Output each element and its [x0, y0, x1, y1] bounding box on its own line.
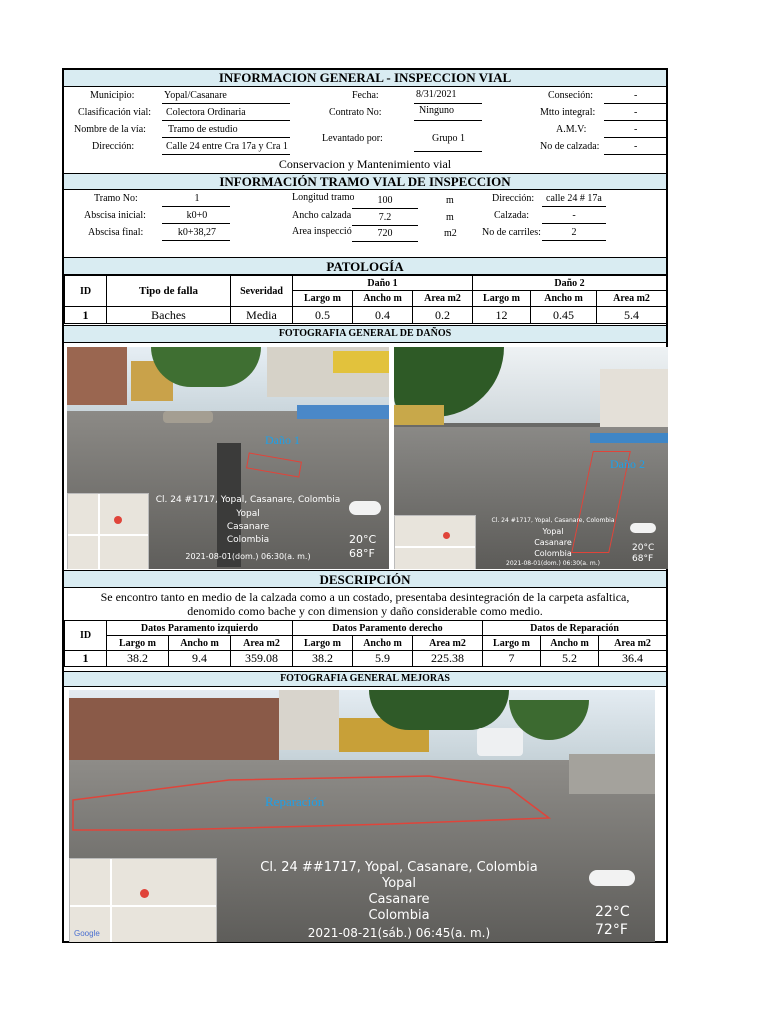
tramo-calzada-value: - [572, 210, 576, 221]
datos-h-der: Datos Paramento derecho [293, 621, 483, 636]
datos-l1: 38.2 [107, 651, 169, 667]
pat-h-ancho2: Ancho m [531, 291, 597, 307]
descripcion-title: DESCRIPCIÓN [64, 570, 666, 588]
datos-h-largo3: Largo m [483, 636, 541, 651]
datos-h-area2: Area m2 [413, 636, 483, 651]
damage-2-temp-c: 20°C [632, 543, 655, 553]
tramo-title: INFORMACIÓN TRAMO VIAL DE INSPECCION [64, 173, 666, 190]
municipio-value: Yopal/Casanare [164, 90, 227, 101]
pat-h-largo2: Largo m [473, 291, 531, 307]
abscisa-inicial-value: k0+0 [186, 210, 208, 221]
table-row [65, 651, 667, 667]
pat-id: 1 [65, 307, 107, 324]
damage-2-address: Cl. 24 #1717, Yopal, Casanare, Colombia [491, 517, 615, 524]
longitud-label: Longitud tramo [292, 192, 354, 203]
tramo-direccion-label: Dirección: [492, 193, 535, 204]
datos-a1: 9.4 [169, 651, 231, 667]
pat-h-sev: Severidad [231, 276, 293, 307]
foto-mejoras-title: FOTOGRAFIA GENERAL MEJORAS [64, 671, 666, 687]
datos-ar3: 36.4 [599, 651, 667, 667]
descripcion-line-2: denomido como bache y con dimension y daño considerable como medio. [187, 604, 543, 618]
damage-photo-2 [394, 347, 668, 569]
pat-h-tipo: Tipo de falla [107, 276, 231, 307]
datos-h-largo2: Largo m [293, 636, 353, 651]
foto-danos-title: FOTOGRAFIA GENERAL DE DAÑOS [64, 325, 666, 343]
datos-table [64, 620, 667, 667]
consecion-value: - [634, 90, 638, 101]
amv-label: A.M.V: [556, 124, 587, 135]
ancho-unit: m [446, 212, 454, 223]
pat-h-ancho1: Ancho m [353, 291, 413, 307]
nombre-value: Tramo de estudio [168, 124, 238, 135]
tramo-value: 1 [194, 193, 200, 204]
pat-h-largo1: Largo m [293, 291, 353, 307]
area-value: 720 [377, 228, 393, 239]
objeto-text: Conservacion y Mantenimiento vial [278, 157, 452, 171]
datos-h-ancho2: Ancho m [353, 636, 413, 651]
mtto-label: Mtto integral: [540, 107, 596, 118]
datos-a3: 5.2 [541, 651, 599, 667]
pat-sev: Media [231, 307, 293, 324]
area-unit: m2 [444, 228, 457, 239]
mtto-value: - [634, 107, 638, 118]
carriles-label: No de carriles: [482, 227, 541, 238]
datos-ar1: 359.08 [231, 651, 293, 667]
longitud-value: 100 [377, 195, 393, 206]
datos-h-largo1: Largo m [107, 636, 169, 651]
damage-1-country: Colombia [226, 535, 270, 545]
damage-1-tag: Daño 1 [265, 433, 300, 447]
repair-tag: Reparación [265, 794, 325, 809]
pat-h-dano1: Daño 1 [293, 276, 473, 291]
ancho-value: 7.2 [378, 212, 392, 223]
patologia-table [64, 275, 667, 324]
contrato-value: Ninguno [419, 105, 454, 116]
nombre-label: Nombre de la vía: [74, 124, 146, 135]
datos-h-izq: Datos Paramento izquierdo [107, 621, 293, 636]
datos-h-area1: Area m2 [231, 636, 293, 651]
general-title: INFORMACION GENERAL - INSPECCION VIAL [64, 70, 666, 87]
pat-ar2: 5.4 [597, 307, 667, 324]
repair-city: Yopal [382, 876, 416, 891]
amv-value: - [634, 124, 638, 135]
clasificacion-value: Colectora Ordinaria [166, 107, 246, 118]
cloud-icon [589, 870, 635, 886]
abscisa-inicial-label: Abscisa inicial: [84, 210, 146, 221]
repair-timestamp: 2021-08-21(sáb.) 06:45(a. m.) [307, 926, 491, 940]
direccion-value: Calle 24 entre Cra 17a y Cra 1 [166, 141, 288, 152]
pat-h-dano2: Daño 2 [473, 276, 667, 291]
clasificacion-label: Clasificación vial: [78, 107, 152, 118]
damage-1-address: Cl. 24 #1717, Yopal, Casanare, Colombia [155, 495, 341, 505]
damage-2-tag: Daño 2 [610, 457, 645, 471]
calzada-value: - [634, 141, 638, 152]
datos-a2: 5.9 [353, 651, 413, 667]
datos-h-ancho1: Ancho m [169, 636, 231, 651]
damage-2-timestamp: 2021-08-01(dom.) 06:30(a. m.) [506, 560, 600, 567]
damage-1-city: Yopal [236, 509, 260, 519]
damage-2-city: Yopal [542, 527, 564, 536]
datos-h-rep: Datos de Reparación [483, 621, 667, 636]
pat-h-area1: Area m2 [413, 291, 473, 307]
datos-id: 1 [65, 651, 107, 667]
contrato-label: Contrato No: [329, 107, 382, 118]
datos-h-area3: Area m2 [599, 636, 667, 651]
datos-l3: 7 [483, 651, 541, 667]
inspection-sheet [62, 68, 668, 943]
repair-temp-f: 72°F [595, 922, 628, 938]
fecha-label: Fecha: [352, 90, 379, 101]
damage-1-temp-c: 20°C [349, 533, 377, 546]
abscisa-final-label: Abscisa final: [88, 227, 144, 238]
cloud-icon [349, 501, 381, 515]
pat-a2: 0.45 [531, 307, 597, 324]
direccion-label: Dirección: [92, 141, 135, 152]
carriles-value: 2 [571, 227, 577, 238]
fecha-value: 8/31/2021 [416, 89, 457, 100]
longitud-unit: m [446, 195, 454, 206]
google-logo: Google [74, 929, 100, 938]
levantado-value: Grupo 1 [432, 133, 466, 144]
area-label: Area inspecció [292, 226, 352, 237]
datos-h-ancho3: Ancho m [541, 636, 599, 651]
damage-photo-1 [67, 347, 389, 569]
damage-2-temp-f: 68°F [632, 554, 654, 564]
ancho-label: Ancho calzada [292, 210, 352, 221]
abscisa-final-value: k0+38,27 [177, 227, 217, 238]
damage-1-temp-f: 68°F [349, 547, 375, 560]
levantado-label: Levantado por: [322, 133, 383, 144]
repair-country: Colombia [368, 908, 430, 923]
pat-tipo: Baches [107, 307, 231, 324]
pat-h-area2: Area m2 [597, 291, 667, 307]
pat-l2: 12 [473, 307, 531, 324]
datos-ar2: 225.38 [413, 651, 483, 667]
repair-state: Casanare [368, 892, 430, 907]
pat-l1: 0.5 [293, 307, 353, 324]
tramo-calzada-label: Calzada: [494, 210, 529, 221]
tramo-direccion-value: calle 24 # 17a [546, 193, 602, 204]
calzada-label: No de calzada: [540, 141, 600, 152]
damage-1-timestamp: 2021-08-01(dom.) 06:30(a. m.) [185, 552, 311, 561]
damage-2-state: Casanare [534, 538, 572, 547]
pat-a1: 0.4 [353, 307, 413, 324]
cloud-icon [630, 523, 656, 533]
repair-address: Cl. 24 ##1717, Yopal, Casanare, Colombia [260, 860, 538, 875]
datos-l2: 38.2 [293, 651, 353, 667]
repair-photo [69, 690, 655, 942]
table-row [65, 307, 667, 324]
damage-2-country: Colombia [534, 549, 572, 558]
datos-h-id: ID [65, 621, 107, 651]
municipio-label: Municipio: [90, 90, 135, 101]
repair-temp-c: 22°C [595, 904, 630, 920]
damage-1-state: Casanare [226, 522, 270, 532]
consecion-label: Conseción: [548, 90, 593, 101]
tramo-label: Tramo No: [94, 193, 138, 204]
pat-ar1: 0.2 [413, 307, 473, 324]
patologia-title: PATOLOGÍA [64, 257, 666, 275]
pat-h-id: ID [65, 276, 107, 307]
descripcion-line-1: Se encontro tanto en medio de la calzada como a un costado, presentaba desintegración de la carpeta asfaltica, [100, 590, 630, 604]
